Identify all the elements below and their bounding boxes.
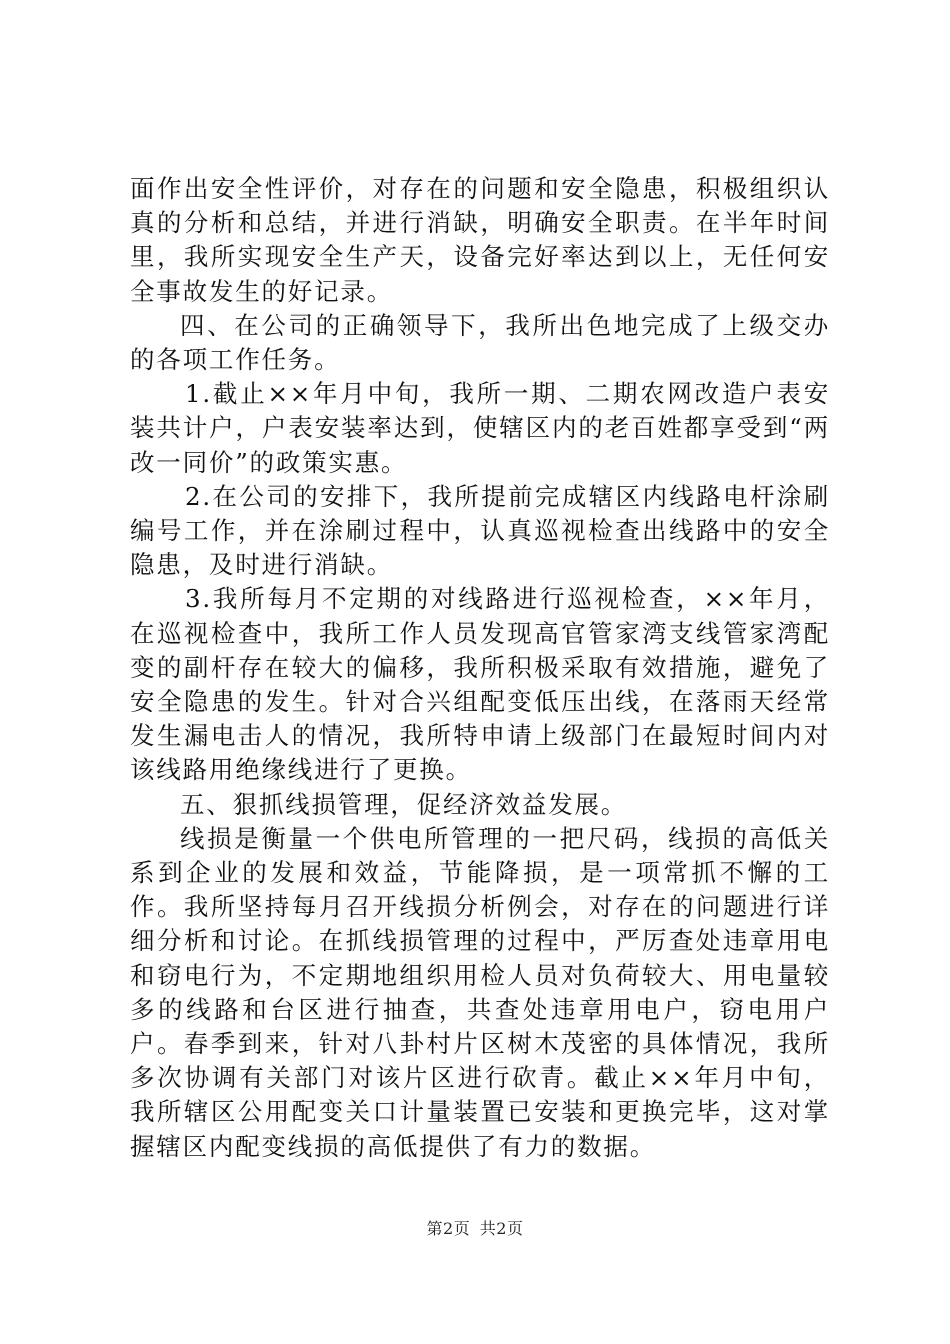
- page-number: 第2页: [426, 1219, 471, 1238]
- paragraph-section-four-heading: 四、在公司的正确领导下，我所出色地完成了上级交办的各项工作任务。: [130, 310, 830, 375]
- paragraph-item-3: 3.我所每月不定期的对线路进行巡视检查，××年月，在巡视检查中，我所工作人员发现高官管家湾支线管家湾配变的副杆存在较大的偏移，我所积极采取有效措施，避免了安全隐患的发生。针对合兴组配变低压出线，在落雨天经常发生漏电击人的情况，我所特申请上级部门在最短时间内对该线路用绝缘线进行了更换。: [130, 584, 830, 785]
- document-body: [130, 172, 830, 1164]
- paragraph-section-five-heading: 五、狠抓线损管理，促经济效益发展。: [180, 789, 628, 819]
- paragraph-item-2: 2.在公司的安排下，我所提前完成辖区内线路电杆涂刷编号工作，并在涂刷过程中，认真巡视检查出线路中的安全隐患，及时进行消缺。: [130, 481, 830, 580]
- paragraph-line-loss: 线损是衡量一个供电所管理的一把尺码，线损的高低关系到企业的发展和效益，节能降损，是一项常抓不懈的工作。我所坚持每月召开线损分析例会，对存在的问题进行详细分析和讨论。在抓线损管理的过程中，严厉查处违章用电和窃电行为，不定期地组织用检人员对负荷较大、用电量较多的线路和台区进行抽查，共查处违章用电户，窃电用户户。春季到来，针对八卦村片区树木茂密的具体情况，我所多次协调有关部门对该片区进行砍青。截止××年月中旬，我所辖区公用配变关口计量装置已安装和更换完毕，这对掌握辖区内配变线损的高低提供了有力的数据。: [130, 823, 830, 1161]
- paragraph-safety-evaluation: 面作出安全性评价，对存在的问题和安全隐患，积极组织认真的分析和总结，并进行消缺，明确安全职责。在半年时间里，我所实现安全生产天，设备完好率达到以上，无任何安全事故发生的好记录。: [130, 174, 830, 306]
- page-footer: [0, 1216, 950, 1239]
- paragraph-item-1: 1.截止××年月中旬，我所一期、二期农网改造户表安装共计户，户表安装率达到，使辖区内的老百姓都享受到“两改一同价”的政策实惠。: [130, 379, 830, 477]
- page-total: 共2页: [479, 1219, 524, 1238]
